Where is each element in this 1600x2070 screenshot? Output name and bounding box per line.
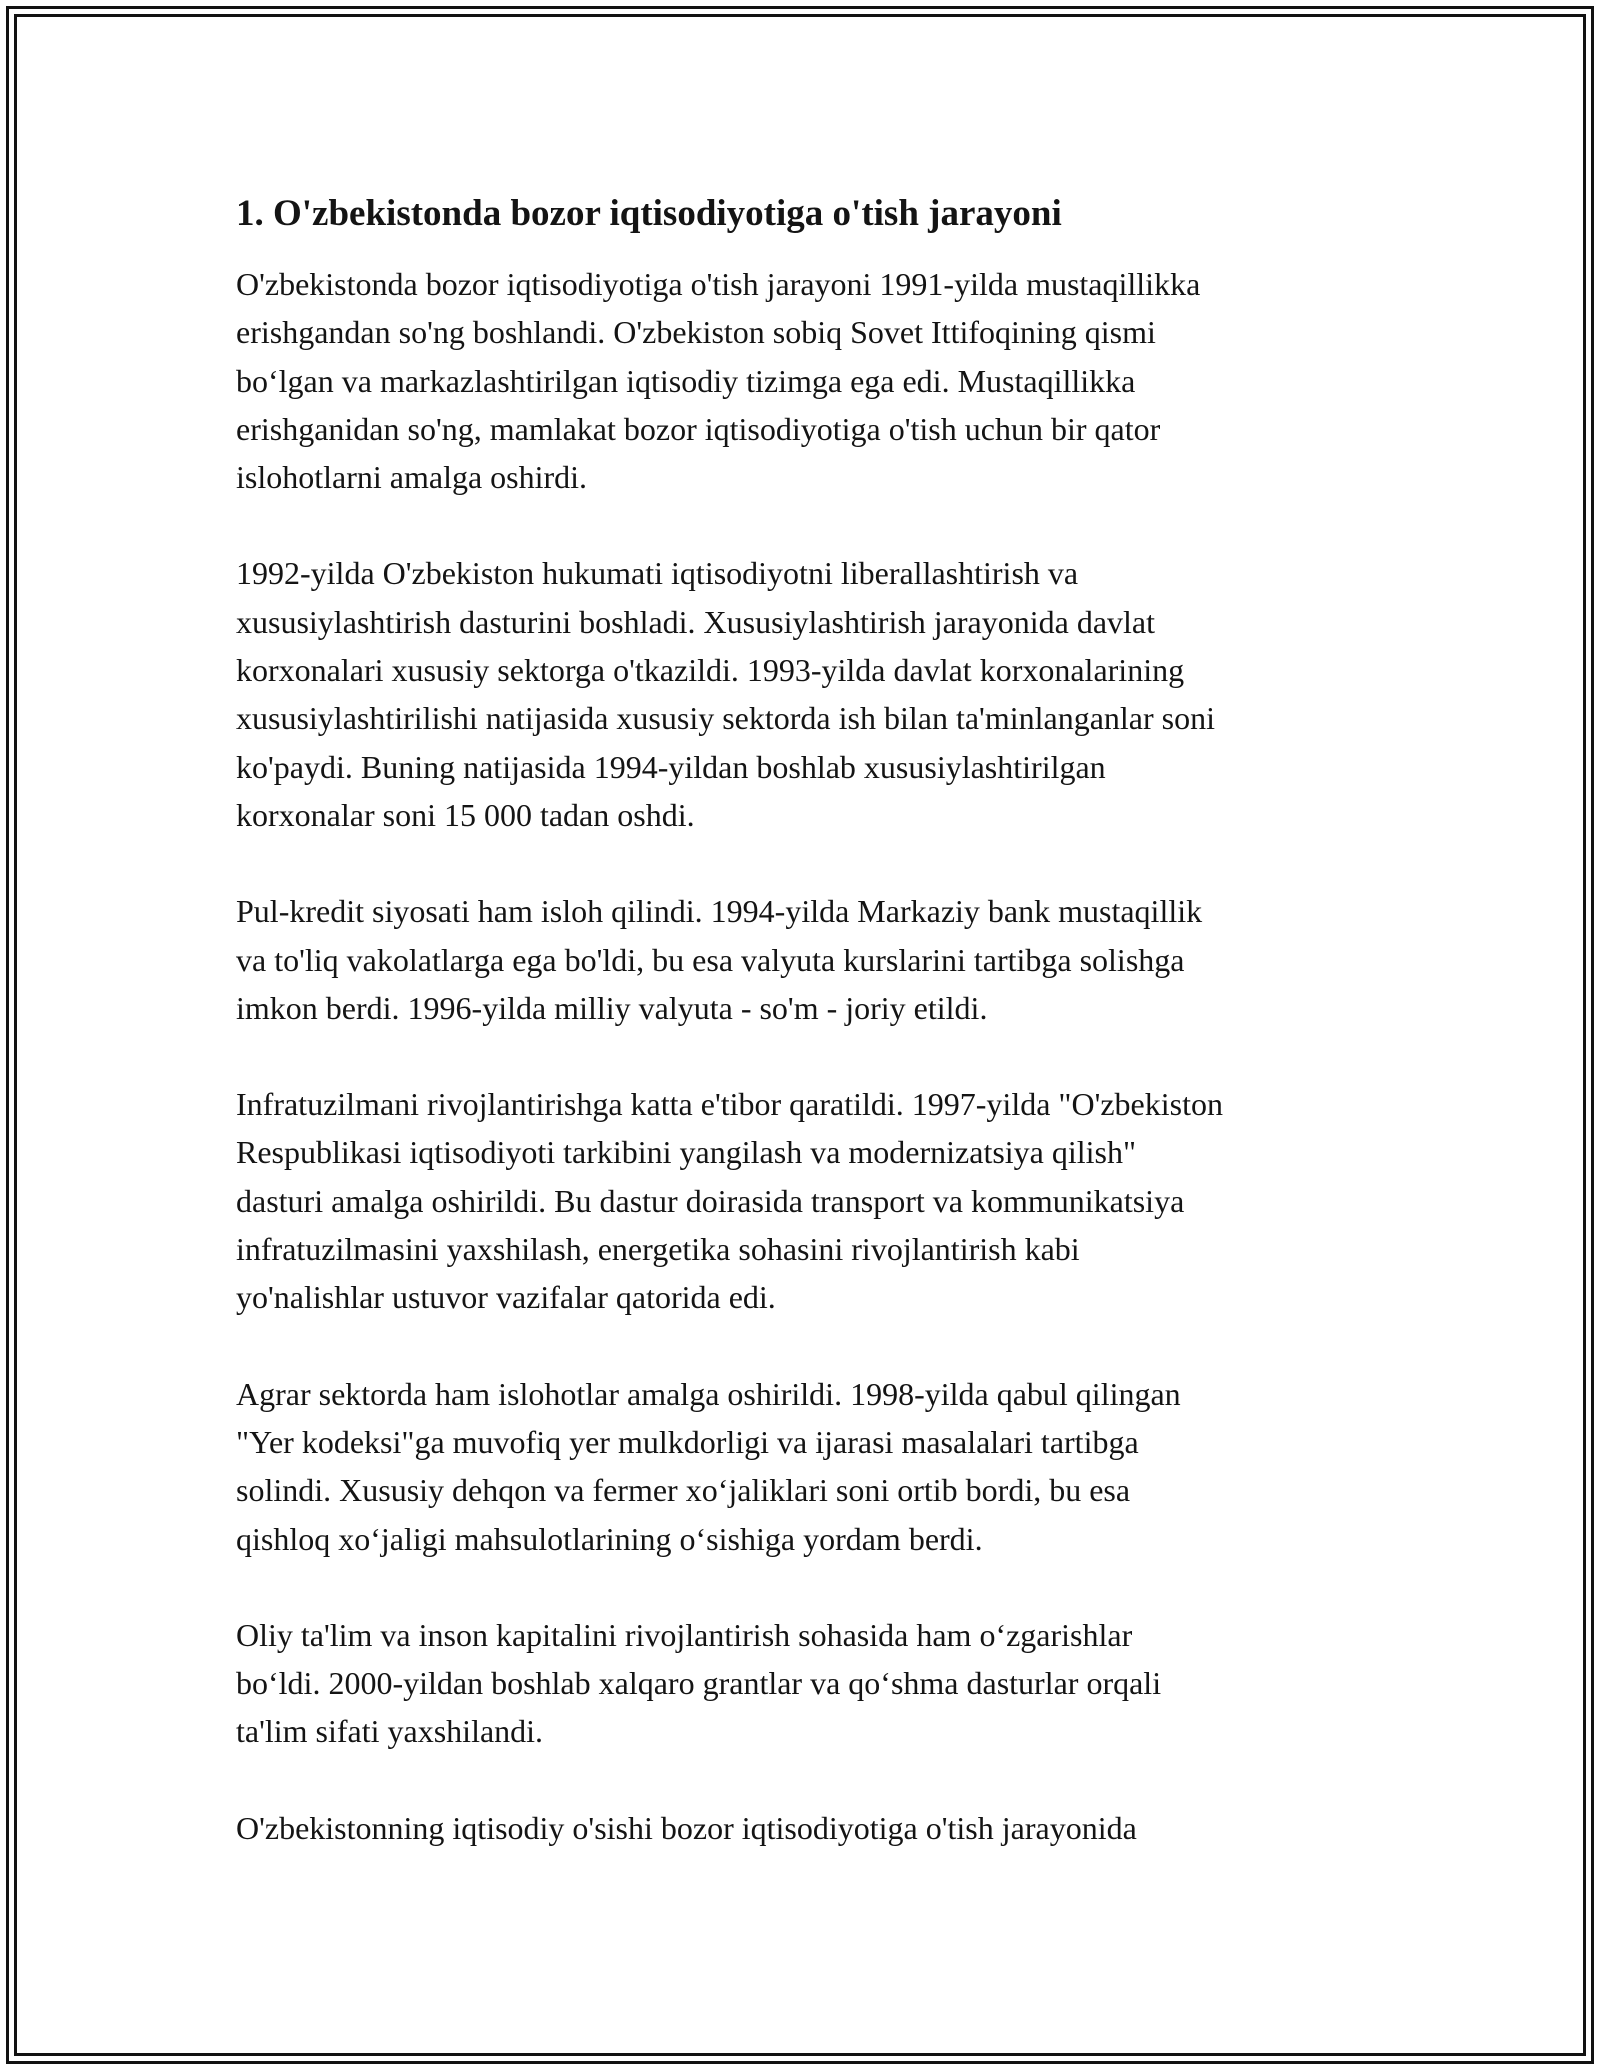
paragraph-privatization <box>236 549 1386 839</box>
paragraph-list <box>236 260 1386 1852</box>
paragraph-intro <box>236 260 1386 501</box>
document-body <box>236 190 1386 1900</box>
text-line: "Yer kodeksi"ga muvofiq yer mulkdorligi va ijarasi masalalari tartibga <box>236 1423 1139 1460</box>
text-line: Respublikasi iqtisodiyoti tarkibini yangilash va modernizatsiya qilish" <box>236 1134 1137 1171</box>
text-line: erishganidan so'ng, mamlakat bozor iqtisodiyotiga o'tish uchun bir qator <box>236 410 1161 447</box>
text-line: O'zbekistonning iqtisodiy o'sishi bozor iqtisodiyotiga o'tish jarayonida <box>236 1809 1137 1846</box>
text-line: xususiylashtirilishi natijasida xususiy sektorda ish bilan ta'minlanganlar soni <box>236 700 1215 737</box>
text-line: Oliy ta'lim va inson kapitalini rivojlantirish sohasida ham o‘zgarishlar <box>236 1616 1133 1653</box>
text-line: Agrar sektorda ham islohotlar amalga oshirildi. 1998-yilda qabul qilingan <box>236 1375 1181 1412</box>
text-line: ko'paydi. Buning natijasida 1994-yildan boshlab xususiylashtirilgan <box>236 748 1106 785</box>
text-line: Pul-kredit siyosati ham isloh qilindi. 1994-yilda Markaziy bank mustaqillik <box>236 893 1203 930</box>
text-line: O'zbekistonda bozor iqtisodiyotiga o'tish jarayoni 1991-yilda mustaqillikka <box>236 266 1201 302</box>
text-line: korxonalar soni 15 000 tadan oshdi. <box>236 796 695 833</box>
paragraph-monetary-policy <box>236 887 1386 1032</box>
text-line: erishgandan so'ng boshlandi. O'zbekiston sobiq Sovet Ittifoqining qismi <box>236 314 1156 351</box>
text-line: bo‘ldi. 2000-yildan boshlab xalqaro grantlar va qo‘shma dasturlar orqali <box>236 1665 1162 1702</box>
text-line: islohotlarni amalga oshirdi. <box>236 459 588 496</box>
text-line: ta'lim sifati yaxshilandi. <box>236 1713 544 1750</box>
paragraph-education <box>236 1611 1386 1756</box>
text-line: va to'liq vakolatlarga ega bo'ldi, bu esa valyuta kurslarini tartibga solishga <box>236 941 1185 978</box>
paragraph-agrarian <box>236 1370 1386 1563</box>
text-line: bo‘lgan va markazlashtirilgan iqtisodiy tizimga ega edi. Mustaqillikka <box>236 362 1136 399</box>
paragraph-infrastructure <box>236 1080 1386 1321</box>
paragraph-growth <box>236 1804 1386 1852</box>
text-line: qishloq xo‘jaligi mahsulotlarining o‘sishiga yordam berdi. <box>236 1520 983 1557</box>
section-heading: 1. O'zbekistonda bozor iqtisodiyotiga o'tish jarayoni <box>236 193 1062 234</box>
text-line: dasturi amalga oshirildi. Bu dastur doirasida transport va kommunikatsiya <box>236 1182 1185 1219</box>
text-line: Infratuzilmani rivojlantirishga katta e'tibor qaratildi. 1997-yilda "O'zbekiston <box>236 1086 1223 1123</box>
text-line: solindi. Xususiy dehqon va fermer xo‘jaliklari soni ortib bordi, bu esa <box>236 1472 1131 1509</box>
text-line: imkon berdi. 1996-yilda milliy valyuta - so'm - joriy etildi. <box>236 989 988 1026</box>
text-line: 1992-yilda O'zbekiston hukumati iqtisodiyotni liberallashtirish va <box>236 555 1079 592</box>
text-line: xususiylashtirish dasturini boshladi. Xususiylashtirish jarayonida davlat <box>236 603 1156 640</box>
text-line: korxonalari xususiy sektorga o'tkazildi. 1993-yilda davlat korxonalarining <box>236 652 1185 689</box>
text-line: yo'nalishlar ustuvor vazifalar qatorida edi. <box>236 1279 776 1316</box>
text-line: infratuzilmasini yaxshilash, energetika sohasini rivojlantirish kabi <box>236 1231 1080 1268</box>
